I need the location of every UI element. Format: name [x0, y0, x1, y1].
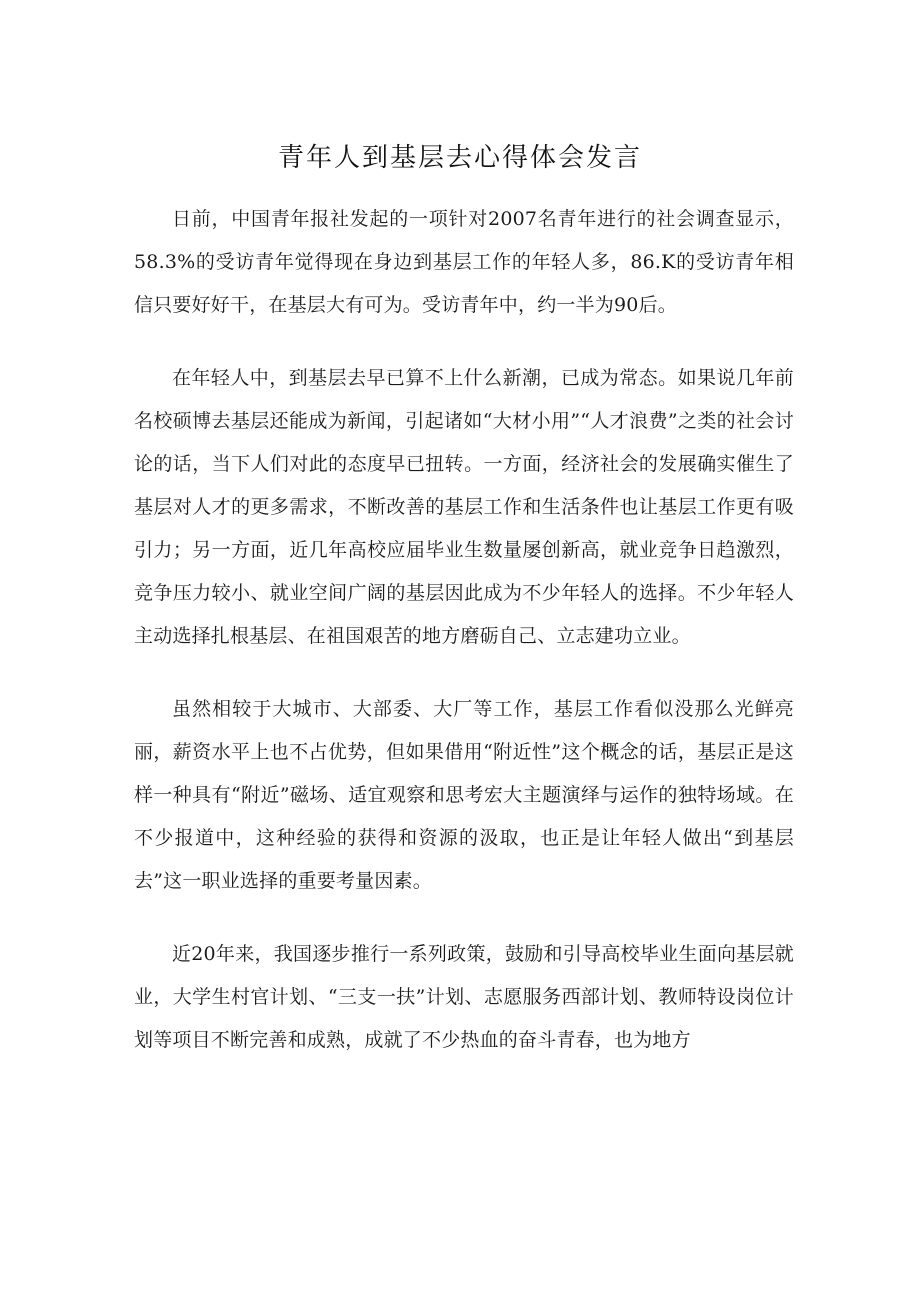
paragraph-3: 虽然相较于大城市、大部委、大厂等工作，基层工作看似没那么光鲜亮丽，薪资水平上也不占优势，但如果借用“附近性”这个概念的话，基层正是这样一种具有“附近”磁场、适宜观察和思考宏大主题演绎与运作的独特场域。在不少报道中，这种经验的获得和资源的汲取，也正是让年轻人做出“到基层去”这一职业选择的重要考量因素。 — [134, 698, 794, 892]
paragraph-1: 日前，中国青年报社发起的一项针对2007名青年进行的社会调查显示，58.3%的受访青年觉得现在身边到基层工作的年轻人多，86.K的受访青年相信只要好好干，在基层大有可为。受访青年中，约一半为90后。 — [134, 208, 794, 316]
paragraph-2: 在年轻人中，到基层去早已算不上什么新潮，已成为常态。如果说几年前名校硕博去基层还能成为新闻，引起诸如“大材小用”“人才浪费”之类的社会讨论的话，当下人们对此的态度早已扭转。一方面，经济社会的发展确实催生了基层对人才的更多需求，不断改善的基层工作和生活条件也让基层工作更有吸引力；另一方面，近几年高校应届毕业生数量屡创新高，就业竞争日趋激烈，竞争压力较小、就业空间广阔的基层因此成为不少年轻人的选择。不少年轻人主动选择扎根基层、在祖国艰苦的地方磨砺自己、立志建功立业。 — [134, 367, 794, 647]
document-body — [134, 198, 794, 1092]
document-title: 青年人到基层去心得体会发言 — [277, 143, 642, 173]
paragraph-4: 近20年来，我国逐步推行一系列政策，鼓励和引导高校毕业生面向基层就业，大学生村官计划、“三支一扶”计划、志愿服务西部计划、教师特设岗位计划等项目不断完善和成熟，成就了不少热血的奋斗青春，也为地方 — [134, 943, 794, 1051]
